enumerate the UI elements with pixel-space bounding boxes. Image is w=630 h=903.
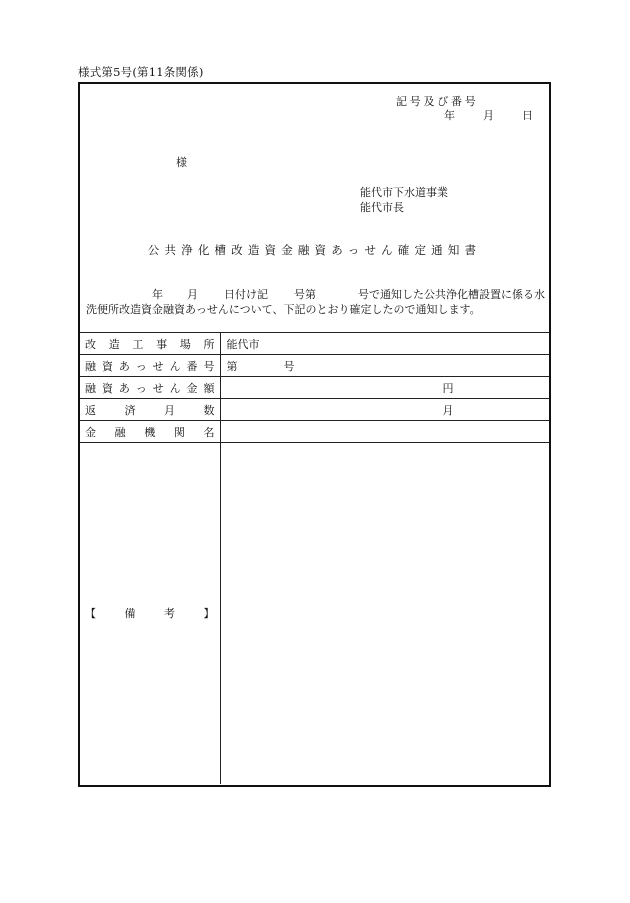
row-value: 月 <box>220 399 549 421</box>
body-number-prefix: 号第 <box>294 288 316 301</box>
body-year: 年 <box>152 288 163 301</box>
issue-date <box>444 107 533 123</box>
row-label: 改造工事場所 <box>80 333 220 355</box>
row-value: 能代市 <box>220 333 549 355</box>
issuer-organization: 能代市下水道事業 <box>360 186 448 199</box>
row-value: 円 <box>220 377 549 399</box>
form-upper-section <box>80 84 549 333</box>
row-label: 融資あっせん番号 <box>80 355 220 377</box>
row-value <box>220 421 549 443</box>
remarks-row <box>80 443 549 784</box>
table-row <box>80 421 549 443</box>
reference-number-label: 記号及び番号 <box>396 95 479 108</box>
date-year: 年 <box>444 109 455 122</box>
remarks-field <box>220 443 549 784</box>
document-title: 公共浄化槽改造資金融資あっせん確定通知書 <box>147 243 482 257</box>
table-row <box>80 399 549 421</box>
addressee-suffix: 様 <box>176 156 187 169</box>
remarks-label: 【備考】 <box>80 443 220 784</box>
loan-info-table <box>80 332 549 784</box>
table-row <box>80 333 549 355</box>
row-label: 返済月数 <box>80 399 220 421</box>
notice-form-frame <box>78 82 551 787</box>
form-number-label: 様式第5号(第11条関係) <box>78 65 204 79</box>
body-main-text: 号で通知した公共浄化槽設置に係る水洗便所改造資金融資あっせんについて、下記のとおり確定したので通知します。 <box>86 288 545 316</box>
table-row <box>80 377 549 399</box>
body-dated: 日付け記 <box>224 288 268 301</box>
row-label: 融資あっせん金額 <box>80 377 220 399</box>
body-month: 月 <box>187 288 198 301</box>
table-row <box>80 355 549 377</box>
row-value: 第 号 <box>220 355 549 377</box>
notice-body-text <box>86 287 548 317</box>
date-day: 日 <box>522 109 533 122</box>
issuer-title: 能代市長 <box>360 201 404 214</box>
date-month: 月 <box>483 109 494 122</box>
row-label: 金融機関名 <box>80 421 220 443</box>
